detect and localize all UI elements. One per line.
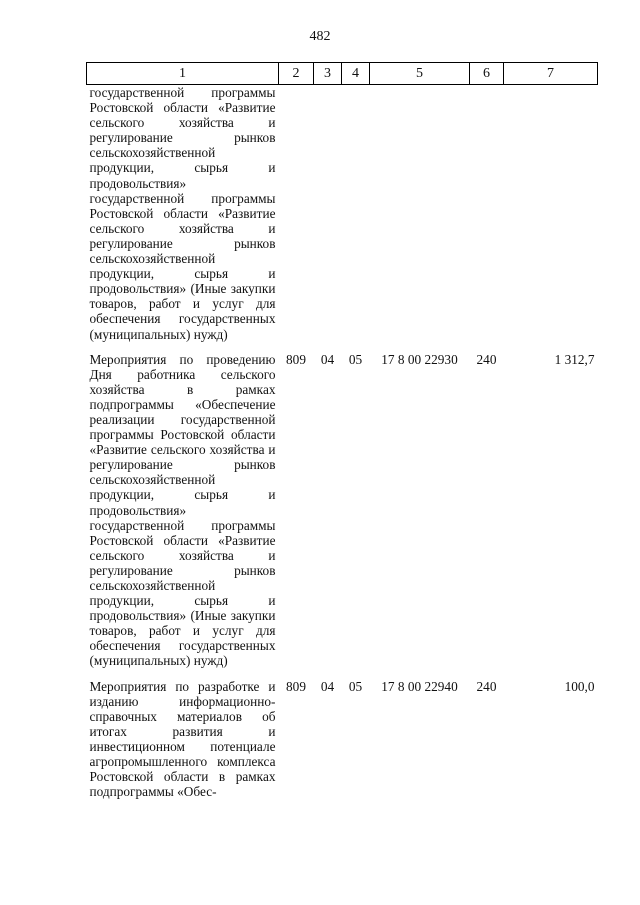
row-description: Мероприятия по проведению Дня работника сельского хозяйства в рамках подпрограммы «Обеспечение реализации государственной программы Ростовской области «Развитие сельского хозяйства и регулирование рынков сельскохозяйственной продукции, сырья и продовольствия» государственной программы Ростовской области «Развитие сельского хозяйства и регулирование рынков сельскохозяйственной продукции, сырья и продовольствия» (Иные закупки товаров, работ и услуг для обеспечения государственных (муниципальных) нужд) — [89, 351, 276, 669]
column-header-3: 3 — [314, 63, 342, 85]
column-header-2: 2 — [279, 63, 314, 85]
column-header-6: 6 — [470, 63, 504, 85]
row-subsection-code: 05 — [348, 678, 363, 694]
table-row — [87, 677, 598, 800]
table-header-row — [87, 63, 598, 85]
row-amount: 100,0 — [564, 678, 595, 694]
row-target-code: 17 8 00 22930 — [381, 351, 458, 367]
row-subsection-code: 05 — [348, 351, 363, 367]
column-header-7: 7 — [504, 63, 598, 85]
column-header-1: 1 — [87, 63, 279, 85]
budget-table — [86, 62, 598, 799]
row-ministry-code: 809 — [286, 351, 306, 367]
row-description: государственной программы Ростовской области «Развитие сельского хозяйства и регулирование рынков сельскохозяйственной продукции, сырья и продовольствия» государственной программы Ростовской области «Развитие сельского хозяйства и регулирование рынков сельскохозяйственной продукции, сырья и продовольствия» (Иные закупки товаров, работ и услуг для обеспечения государственных (муниципальных) нужд) — [89, 85, 276, 342]
table-row — [87, 350, 598, 677]
row-target-code — [370, 85, 470, 350]
row-amount: 1 312,7 — [554, 351, 595, 367]
row-ministry-code: 809 — [286, 678, 306, 694]
column-header-5: 5 — [370, 63, 470, 85]
row-subsection-code — [342, 85, 370, 350]
row-section-code: 04 — [320, 351, 335, 367]
row-expense-type: 240 — [476, 678, 497, 694]
row-section-code: 04 — [320, 678, 335, 694]
row-amount — [504, 85, 598, 350]
table-row — [87, 85, 598, 350]
row-section-code — [314, 85, 342, 350]
row-target-code: 17 8 00 22940 — [381, 678, 458, 694]
row-expense-type — [470, 85, 504, 350]
row-expense-type: 240 — [476, 351, 497, 367]
row-description: Мероприятия по разработке и изданию информационно-справочных материалов об итогах развития и инвестиционном потенциале агропромышленного комплекса Ростовской области в рамках подпрограммы «Обес- — [89, 678, 276, 800]
row-ministry-code — [279, 85, 314, 350]
column-header-4: 4 — [342, 63, 370, 85]
page-number: 482 — [309, 29, 331, 44]
